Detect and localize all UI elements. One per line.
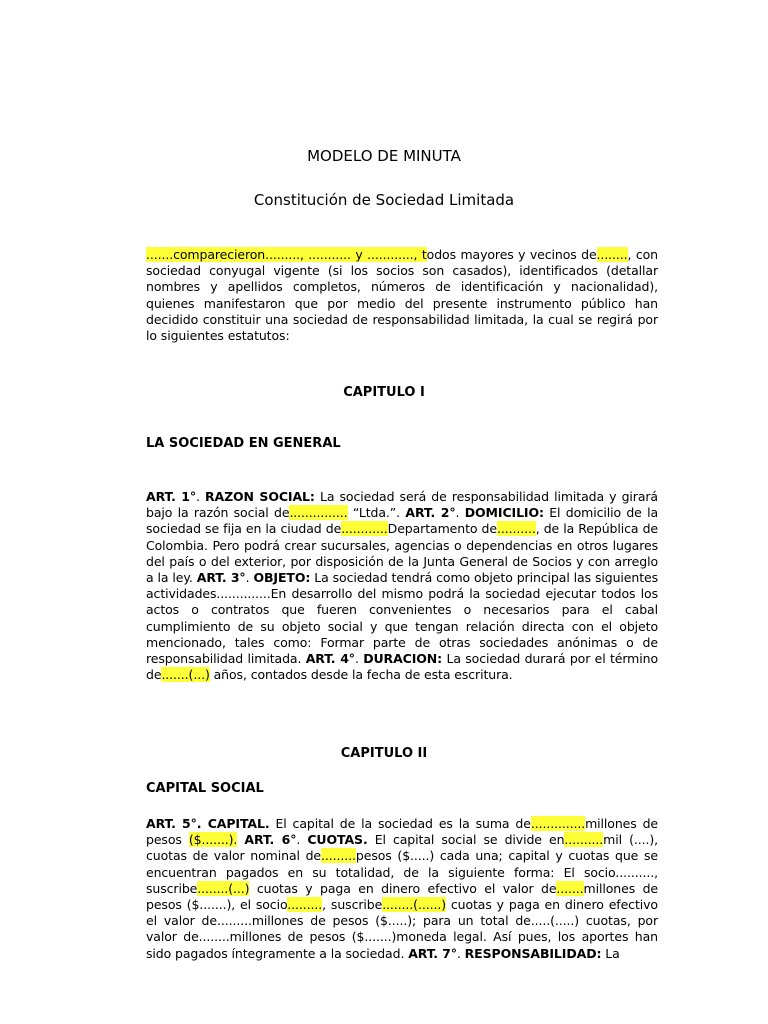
article-label: ART. 6° [244,832,297,848]
article-label: ART. 5°. CAPITAL. [146,816,270,831]
text-run: La sociedad será de responsabilidad limitada y girará bajo la razón social de [146,489,658,521]
intro-paragraph [146,247,658,344]
blank-placeholder: ......... [287,897,323,913]
blank-placeholder: ............ [341,521,388,537]
text-run: . [456,945,465,961]
blank-placeholder: ........(......) [382,897,446,913]
chapter-1-label: CAPITULO I [343,385,425,400]
text-run: , con sociedad conyugal vigente (si los socios son casados), identificados (detallar nombres y apellidos completos, números de identificación y nacionalidad), quienes manifestaron que por medio del presente instrumento público han decidido constituir una sociedad de responsabilidad limitada, la cual se regirá por lo siguientes estatutos: [146,247,658,344]
text-run: La [601,945,620,961]
text-run: El domicilio de la sociedad se fija en la ciudad de [146,505,659,537]
chapter-2-label: CAPITULO II [340,746,428,761]
article-label: DOMICILIO: [464,505,544,521]
chapter-2-title: CAPITAL SOCIAL [146,781,264,796]
text-run: El capital social se divide en [367,832,565,848]
article-label: ART. 4° [305,651,355,667]
text-run: millones de pesos ($.......), el socio [146,880,659,913]
text-run: . [195,489,205,504]
article-label: CUOTAS. [307,832,368,848]
blank-placeholder: ............... [289,505,348,521]
chapter-1-title: LA SOCIEDAD EN GENERAL [146,436,341,451]
blank-placeholder: .......(...) [161,667,210,683]
article-label: ART. 2° [405,505,456,521]
text-run: . [354,651,364,667]
blank-placeholder: .............. [530,816,586,831]
text-run: “Ltda.”. [347,505,406,521]
blank-placeholder: .......comparecieron........., ........... y ............, t [146,247,427,262]
article-label: OBJETO: [253,570,311,586]
blank-placeholder: ........(...) [197,880,250,896]
text-run: millones de pesos [146,816,658,848]
text-run: , de la República de Colombia. Pero podrá crear sucursales, agencias o dependencias en otros lugares del país o del exterior, por disposición de la Junta General de Socios y con arreglo a la ley. [146,521,658,586]
document-subtitle: Constitución de Sociedad Limitada [253,191,515,209]
text-run: Departamento de [387,521,497,537]
text-run: El capital de la sociedad es la suma de [269,816,531,831]
blank-placeholder: .......... [496,521,536,537]
blank-placeholder: ........ [596,247,628,262]
text-run: años, contados desde la fecha de esta escritura. [209,667,513,683]
text-run: La sociedad tendrá como objeto principal las siguientes actividades..............En desarrollo del mismo podrá la sociedad ejecutar todos los actos o contratos que fueren convenientes o necesarios para el cabal cumplimiento de su objeto social y que tengan relación directa con el objeto mencionado, tales como: Formar parte de otras sociedades anónimas o de responsabilidad limitada. [146,570,659,667]
blank-placeholder: ......... [321,848,356,864]
text-run: cuotas y paga en dinero efectivo el valor de.........millones de pesos ($.....); para un total de.....(.....) cuotas, por valor de........millones de pesos ($.......)moneda legal. Así pues, los aportes han sido pagados íntegramente a la sociedad. [146,897,658,961]
document-title: MODELO DE MINUTA [307,147,461,165]
article-label: ART. 1° [146,489,196,504]
blank-placeholder: ($.......). [188,832,238,848]
text-run: odos mayores y vecinos de [426,247,597,262]
blank-placeholder: ....... [556,880,584,896]
article-label: RESPONSABILIDAD: [464,945,602,961]
article-label: RAZON SOCIAL: [204,489,315,504]
text-run: , suscribe [322,897,383,913]
text-run: cuotas y paga en dinero efectivo el valor de [249,880,557,896]
text-run: La sociedad durará por el término de [146,651,659,683]
text-run: . [455,505,465,521]
articles-1-4-paragraph [146,489,658,683]
text-run: . [245,570,254,586]
article-label: ART. 3° [196,570,246,586]
text-run: . [296,832,308,848]
blank-placeholder: .......... [564,832,604,848]
article-label: DURACION: [363,651,443,667]
text-run: pesos ($.....) cada una; capital y cuotas que se encuentran pagados en su totalidad, de la siguiente forma: El socio.........., suscribe [146,848,658,896]
articles-5-7-paragraph [146,816,658,962]
article-label: ART. 7° [408,945,457,961]
text-run: mil (....), cuotas de valor nominal de [146,832,659,864]
